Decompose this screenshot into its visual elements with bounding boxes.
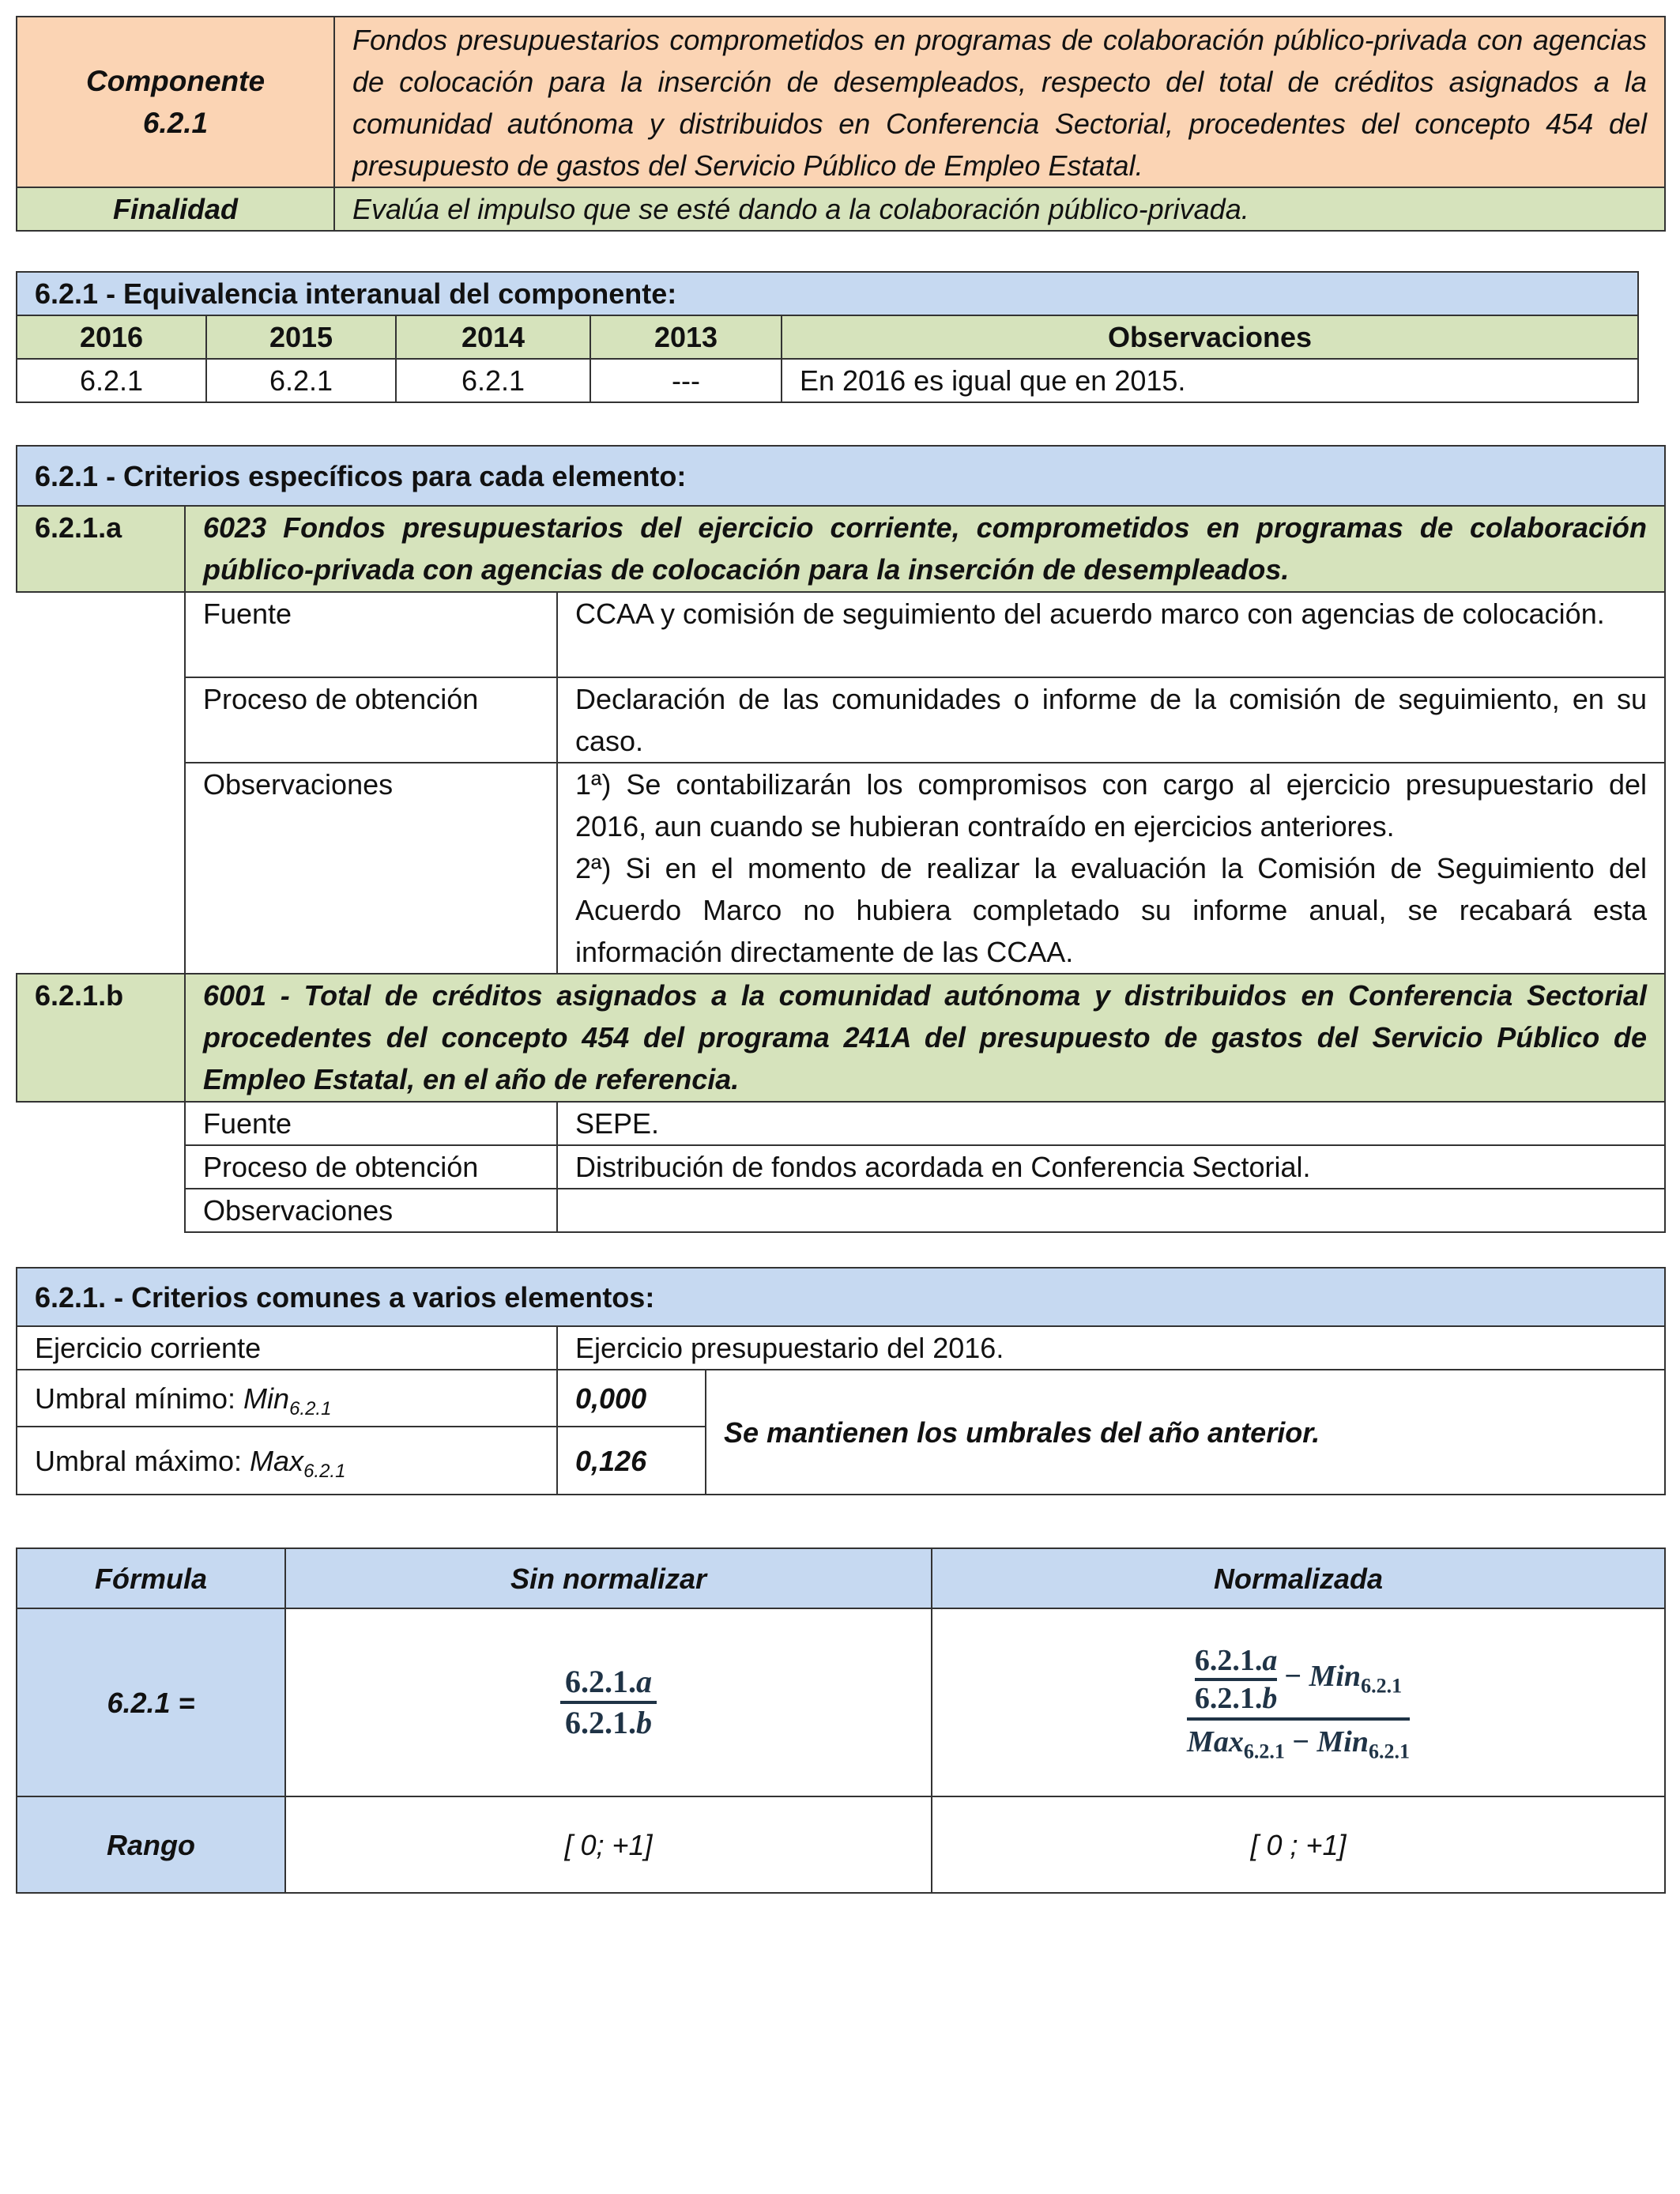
spacer (17, 592, 185, 677)
observacion-1: 1ª) Se contabilizarán los compromisos con cargo al ejercicio presupuestario del 2016, aun cuando se hubieran contraído en ejercicios anteriores. (575, 768, 1648, 843)
criterios-especificos-table (16, 445, 1666, 1233)
denominator-var: b (636, 1705, 652, 1740)
formula-row (17, 1608, 1665, 1796)
rango-row (17, 1796, 1665, 1893)
observaciones-header: Observaciones (782, 315, 1638, 359)
fuente-value: CCAA y comisión de seguimiento del acuerdo marco con agencias de colocación. (557, 592, 1665, 677)
fuente-value: SEPE. (557, 1102, 1665, 1145)
min-subscript: 6.2.1 (1361, 1674, 1403, 1698)
inner-denominator-var: b (1262, 1682, 1278, 1715)
finalidad-text: Evalúa el impulso que se esté dando a la colaboración público-privada. (334, 187, 1665, 231)
spacer (17, 763, 185, 974)
criterios-comunes-table (16, 1267, 1666, 1495)
inner-numerator (1195, 1643, 1278, 1681)
element-b-code: 6.2.1.b (17, 974, 185, 1102)
componente-label (17, 17, 334, 187)
fraction-normalizada (1187, 1643, 1410, 1762)
element-b-title: 6001 - Total de créditos asignados a la comunidad autónoma y distribuidos en Conferencia Sectorial procedentes del concepto 454 del programa 241A del presupuesto de gastos del Servicio Público de Empleo Estatal, en el año de referencia. (185, 974, 1665, 1102)
formula-header: Fórmula (17, 1548, 285, 1608)
denominator-code: 6.2.1. (565, 1705, 636, 1740)
year-header: 2014 (396, 315, 590, 359)
normalized-numerator (1187, 1643, 1410, 1721)
rango-sin-normalizar: [ 0; +1] (285, 1796, 932, 1893)
proceso-value: Distribución de fondos acordada en Conferencia Sectorial. (557, 1145, 1665, 1189)
inner-numerator-var: a (1262, 1644, 1278, 1677)
spacer (17, 1102, 185, 1145)
minus-sign: − (1284, 1660, 1309, 1694)
inner-denominator (1195, 1681, 1278, 1716)
equivalencia-table (16, 271, 1639, 403)
spacer (17, 1145, 185, 1189)
year-header: 2013 (590, 315, 782, 359)
minus-min-term (1284, 1660, 1403, 1698)
fuente-label: Fuente (185, 592, 557, 677)
observaciones-label: Observaciones (185, 763, 557, 974)
criterios-title: 6.2.1 - Criterios específicos para cada elemento: (17, 446, 1665, 506)
max-symbol: Max (1187, 1725, 1244, 1759)
element-a-code: 6.2.1.a (17, 506, 185, 592)
rango-label: Rango (17, 1796, 285, 1893)
inner-denominator-code: 6.2.1. (1194, 1682, 1263, 1715)
rango-normalizada: [ 0 ; +1] (932, 1796, 1665, 1893)
proceso-label: Proceso de obtención (185, 677, 557, 763)
proceso-value: Declaración de las comunidades o informe de la comisión de seguimiento, en su caso. (557, 677, 1665, 763)
ejercicio-row (17, 1326, 1665, 1370)
normalized-denominator (1187, 1721, 1410, 1762)
element-a-header (17, 506, 1665, 592)
year-cell: --- (590, 359, 782, 402)
normalizada-header: Normalizada (932, 1548, 1665, 1608)
componente-label-line2: 6.2.1 (142, 107, 209, 139)
inner-fraction (1195, 1643, 1278, 1716)
umbral-max-text: Umbral máximo: (35, 1444, 250, 1477)
finalidad-label: Finalidad (17, 187, 334, 231)
equivalencia-header-row (17, 315, 1638, 359)
element-b-fuente-row (17, 1102, 1665, 1145)
umbral-min-row (17, 1370, 1665, 1427)
fraction-denominator (560, 1704, 657, 1742)
observacion-2: 2ª) Si en el momento de realizar la evaluación la Comisión de Seguimiento del Acuerdo Marco no hubiera completado su informe anual, se recabará esta información directamente de las CCAA. (575, 852, 1648, 968)
componente-table (16, 16, 1666, 232)
comunes-title: 6.2.1. - Criterios comunes a varios elementos: (17, 1268, 1665, 1326)
max-symbol: Max (250, 1444, 304, 1477)
min-symbol: Min (1309, 1660, 1362, 1694)
numerator-var: a (636, 1664, 652, 1699)
element-a-obs-row (17, 763, 1665, 974)
umbral-min-label (17, 1370, 557, 1427)
min-symbol: Min (243, 1382, 290, 1415)
formula-label: 6.2.1 = (17, 1608, 285, 1796)
element-b-proceso-row (17, 1145, 1665, 1189)
element-a-fuente-row (17, 592, 1665, 677)
umbral-min-value: 0,000 (557, 1370, 706, 1427)
fraction-numerator (560, 1663, 657, 1704)
year-cell: 6.2.1 (206, 359, 396, 402)
minus-sign: − (1292, 1725, 1317, 1759)
umbral-max-value: 0,126 (557, 1427, 706, 1495)
sin-normalizar-header: Sin normalizar (285, 1548, 932, 1608)
element-b-header (17, 974, 1665, 1102)
year-header: 2016 (17, 315, 206, 359)
ejercicio-value: Ejercicio presupuestario del 2016. (557, 1326, 1665, 1370)
max-subscript: 6.2.1 (1243, 1740, 1285, 1763)
observaciones-cell: En 2016 es igual que en 2015. (782, 359, 1638, 402)
umbral-max-label (17, 1427, 557, 1495)
umbral-min-text: Umbral mínimo: (35, 1382, 244, 1415)
equivalencia-row (17, 359, 1638, 402)
componente-label-line1: Componente (85, 65, 266, 97)
element-a-proceso-row (17, 677, 1665, 763)
observaciones-value (557, 763, 1665, 974)
min-symbol: Min (1317, 1725, 1369, 1759)
proceso-label: Proceso de obtención (185, 1145, 557, 1189)
year-header: 2015 (206, 315, 396, 359)
fraction-sin-normalizar (560, 1663, 657, 1742)
ejercicio-label: Ejercicio corriente (17, 1326, 557, 1370)
componente-description: Fondos presupuestarios comprometidos en programas de colaboración público-privada con agencias de colocación para la inserción de desempleados, respecto del total de créditos asignados a la comunidad autónoma y distribuidos en Conferencia Sectorial, procedentes del concepto 454 del presupuesto de gastos del Servicio Público de Empleo Estatal. (334, 17, 1665, 187)
min-subscript: 6.2.1 (289, 1397, 332, 1419)
formula-header-row (17, 1548, 1665, 1608)
observaciones-value (557, 1189, 1665, 1232)
year-cell: 6.2.1 (17, 359, 206, 402)
element-a-title: 6023 Fondos presupuestarios del ejercicio corriente, comprometidos en programas de colaboración público-privada con agencias de colocación para la inserción de desempleados. (185, 506, 1665, 592)
spacer (17, 677, 185, 763)
element-b-obs-row (17, 1189, 1665, 1232)
year-cell: 6.2.1 (396, 359, 590, 402)
numerator-code: 6.2.1. (565, 1664, 636, 1699)
equivalencia-title: 6.2.1 - Equivalencia interanual del componente: (17, 272, 1638, 315)
fuente-label: Fuente (185, 1102, 557, 1145)
max-subscript: 6.2.1 (303, 1460, 346, 1482)
umbrales-note: Se mantienen los umbrales del año anterior. (706, 1370, 1665, 1495)
formula-table (16, 1547, 1666, 1894)
spacer (17, 1189, 185, 1232)
inner-numerator-code: 6.2.1. (1194, 1644, 1263, 1677)
formula-sin-normalizar (285, 1608, 932, 1796)
observaciones-label: Observaciones (185, 1189, 557, 1232)
min-subscript: 6.2.1 (1368, 1740, 1410, 1763)
formula-normalizada (932, 1608, 1665, 1796)
